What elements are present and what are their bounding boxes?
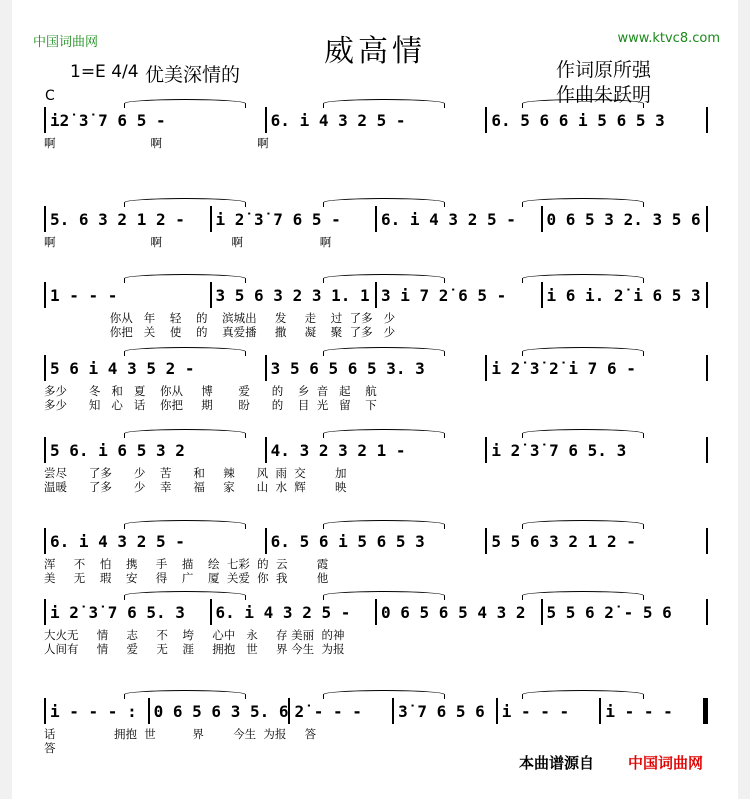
site-url[interactable]: www.ktvc8.com (617, 31, 720, 46)
page-margin-left (0, 0, 12, 799)
slur (522, 690, 644, 699)
slur (124, 591, 246, 600)
measure: i 2̇ 3̇ 7 6 5. 3 (50, 602, 185, 622)
notation-row (44, 283, 708, 307)
slur (522, 99, 644, 108)
lyrics-line: 大火无 情 志 不 垮 心中 永 存 美丽 的神 人间有 情 爱 无 涯 拥抱 世 界 今生 为报 (44, 628, 345, 656)
lyrics-line: 啊 啊 啊 啊 (44, 235, 332, 249)
barline (706, 528, 708, 554)
slur (323, 690, 445, 699)
barline (706, 599, 708, 625)
slur (522, 274, 644, 283)
lyricist-credit: 作词原所强 (556, 59, 652, 81)
measure: 0 6 5 3 2. 3 5 6 (546, 209, 701, 229)
measure: 2̇ - - - (294, 701, 362, 721)
lyrics-line: 你从 年 轻 的 滨城出 发 走 过 了多 少 你把 关 使 的 真爱播 撒 凝 聚 了多 少 (109, 311, 396, 339)
measure: 3 5 6 5 6 5 3. 3 (270, 358, 425, 378)
measure: i 2̇ 3̇ 2̇ i 7 6 - (491, 358, 636, 378)
barline (706, 107, 708, 133)
measure: i 2̇ 3̇ 7 6 5. 3 (491, 440, 627, 460)
measure: 6. 5 6 i 5 6 5 3 (270, 531, 425, 551)
slur (124, 347, 246, 356)
clef-mark: C (45, 88, 55, 104)
measure: i 2̇ 3̇ 7 6 5 - (215, 209, 341, 229)
measure: 5 5 6 3 2 1 2 - (491, 531, 636, 551)
site-name-left: 中国词曲网 (33, 35, 99, 50)
measure: 0 6 5 6 3 5. 6 (153, 701, 289, 721)
measure: i - - - (605, 701, 673, 721)
notation-row (44, 529, 708, 553)
notation-row (44, 699, 708, 723)
slur (124, 99, 246, 108)
measure: 5. 6 3 2 1 2 - (50, 209, 185, 229)
notation-row (44, 600, 708, 624)
slur (124, 274, 246, 283)
slur (323, 591, 445, 600)
notation-row (44, 108, 708, 132)
measure: 6. i 4 3 2 5 - (381, 209, 516, 229)
slur (323, 347, 445, 356)
lyrics-line: 啊 啊 啊 (44, 136, 269, 150)
lyrics-line: 话 拥抱 世 界 今生 为报 答 答 (44, 727, 317, 755)
slur (522, 429, 644, 438)
lyrics-line: 尝尽 了多 少 苦 和 辣 风 雨 交 加 温暖 了多 少 幸 福 家 山 水 辉 映 (44, 466, 347, 494)
lyrics-line: 多少 冬 和 夏 你从 博 爱 的 乡 音 起 航 多少 知 心 话 你把 期 盼 的 目 光 留 下 (44, 384, 377, 412)
page-margin-right (738, 0, 750, 799)
slur (323, 520, 445, 529)
slur (323, 99, 445, 108)
measure: 0 6 5 6 5 4 3 2 (381, 602, 526, 622)
barline (703, 698, 708, 724)
notation-row (44, 207, 708, 231)
measure: 5 6. i 6 5 3 2 (50, 440, 185, 460)
measure: 6. i 4 3 2 5 - (50, 531, 185, 551)
measure: 3 i 7 2̇ 6 5 - (381, 285, 507, 305)
slur (522, 198, 644, 207)
lyrics-line: 浑 不 怕 携 手 描 绘 七彩 的 云 霞 美 无 瑕 安 得 广 厦 关爱 你 我 他 (44, 557, 329, 585)
measure: 4. 3 2 3 2 1 - (270, 440, 406, 460)
measure: 3̇ 7 6 5 6 (398, 701, 485, 721)
measure: i2̇ 3̇ 7 6 5 - (50, 110, 166, 130)
measure: i 6 i. 2̇ i 6 5 3 (546, 285, 701, 305)
composer-credit: 作曲朱跃明 (556, 84, 652, 106)
slur (522, 520, 644, 529)
barline (706, 282, 708, 308)
barline (706, 206, 708, 232)
expression-marking: 优美深情的 (145, 64, 241, 86)
slur (323, 198, 445, 207)
measure: 5 5 6 2̇ - 5 6 (546, 602, 672, 622)
measure: 6. 5 6 6 i 5 6 5 3 (491, 110, 665, 130)
measure: i - - - (501, 701, 570, 721)
slur (522, 591, 644, 600)
measure: i - - - : (50, 701, 137, 721)
slur (124, 429, 246, 438)
notation-row (44, 438, 708, 462)
barline (706, 437, 708, 463)
slur (124, 520, 246, 529)
slur (522, 347, 644, 356)
key-signature: 1=E 4/4 (70, 62, 139, 82)
source-caption: 本曲谱源自 (519, 754, 595, 772)
slur (323, 429, 445, 438)
measure: 5 6 i 4 3 5 2 - (50, 358, 195, 378)
measure: 6. i 4 3 2 5 - (215, 602, 351, 622)
notation-row (44, 356, 708, 380)
slur (124, 198, 246, 207)
measure: 1 - - - (50, 285, 118, 305)
measure: 3 5 6 3 2 3 1. 1 (215, 285, 370, 305)
barline (706, 355, 708, 381)
measure: 6. i 4 3 2 5 - (270, 110, 406, 130)
slur (323, 274, 445, 283)
slur (124, 690, 246, 699)
song-title: 威高情 (324, 34, 426, 69)
source-site[interactable]: 中国词曲网 (628, 754, 704, 772)
